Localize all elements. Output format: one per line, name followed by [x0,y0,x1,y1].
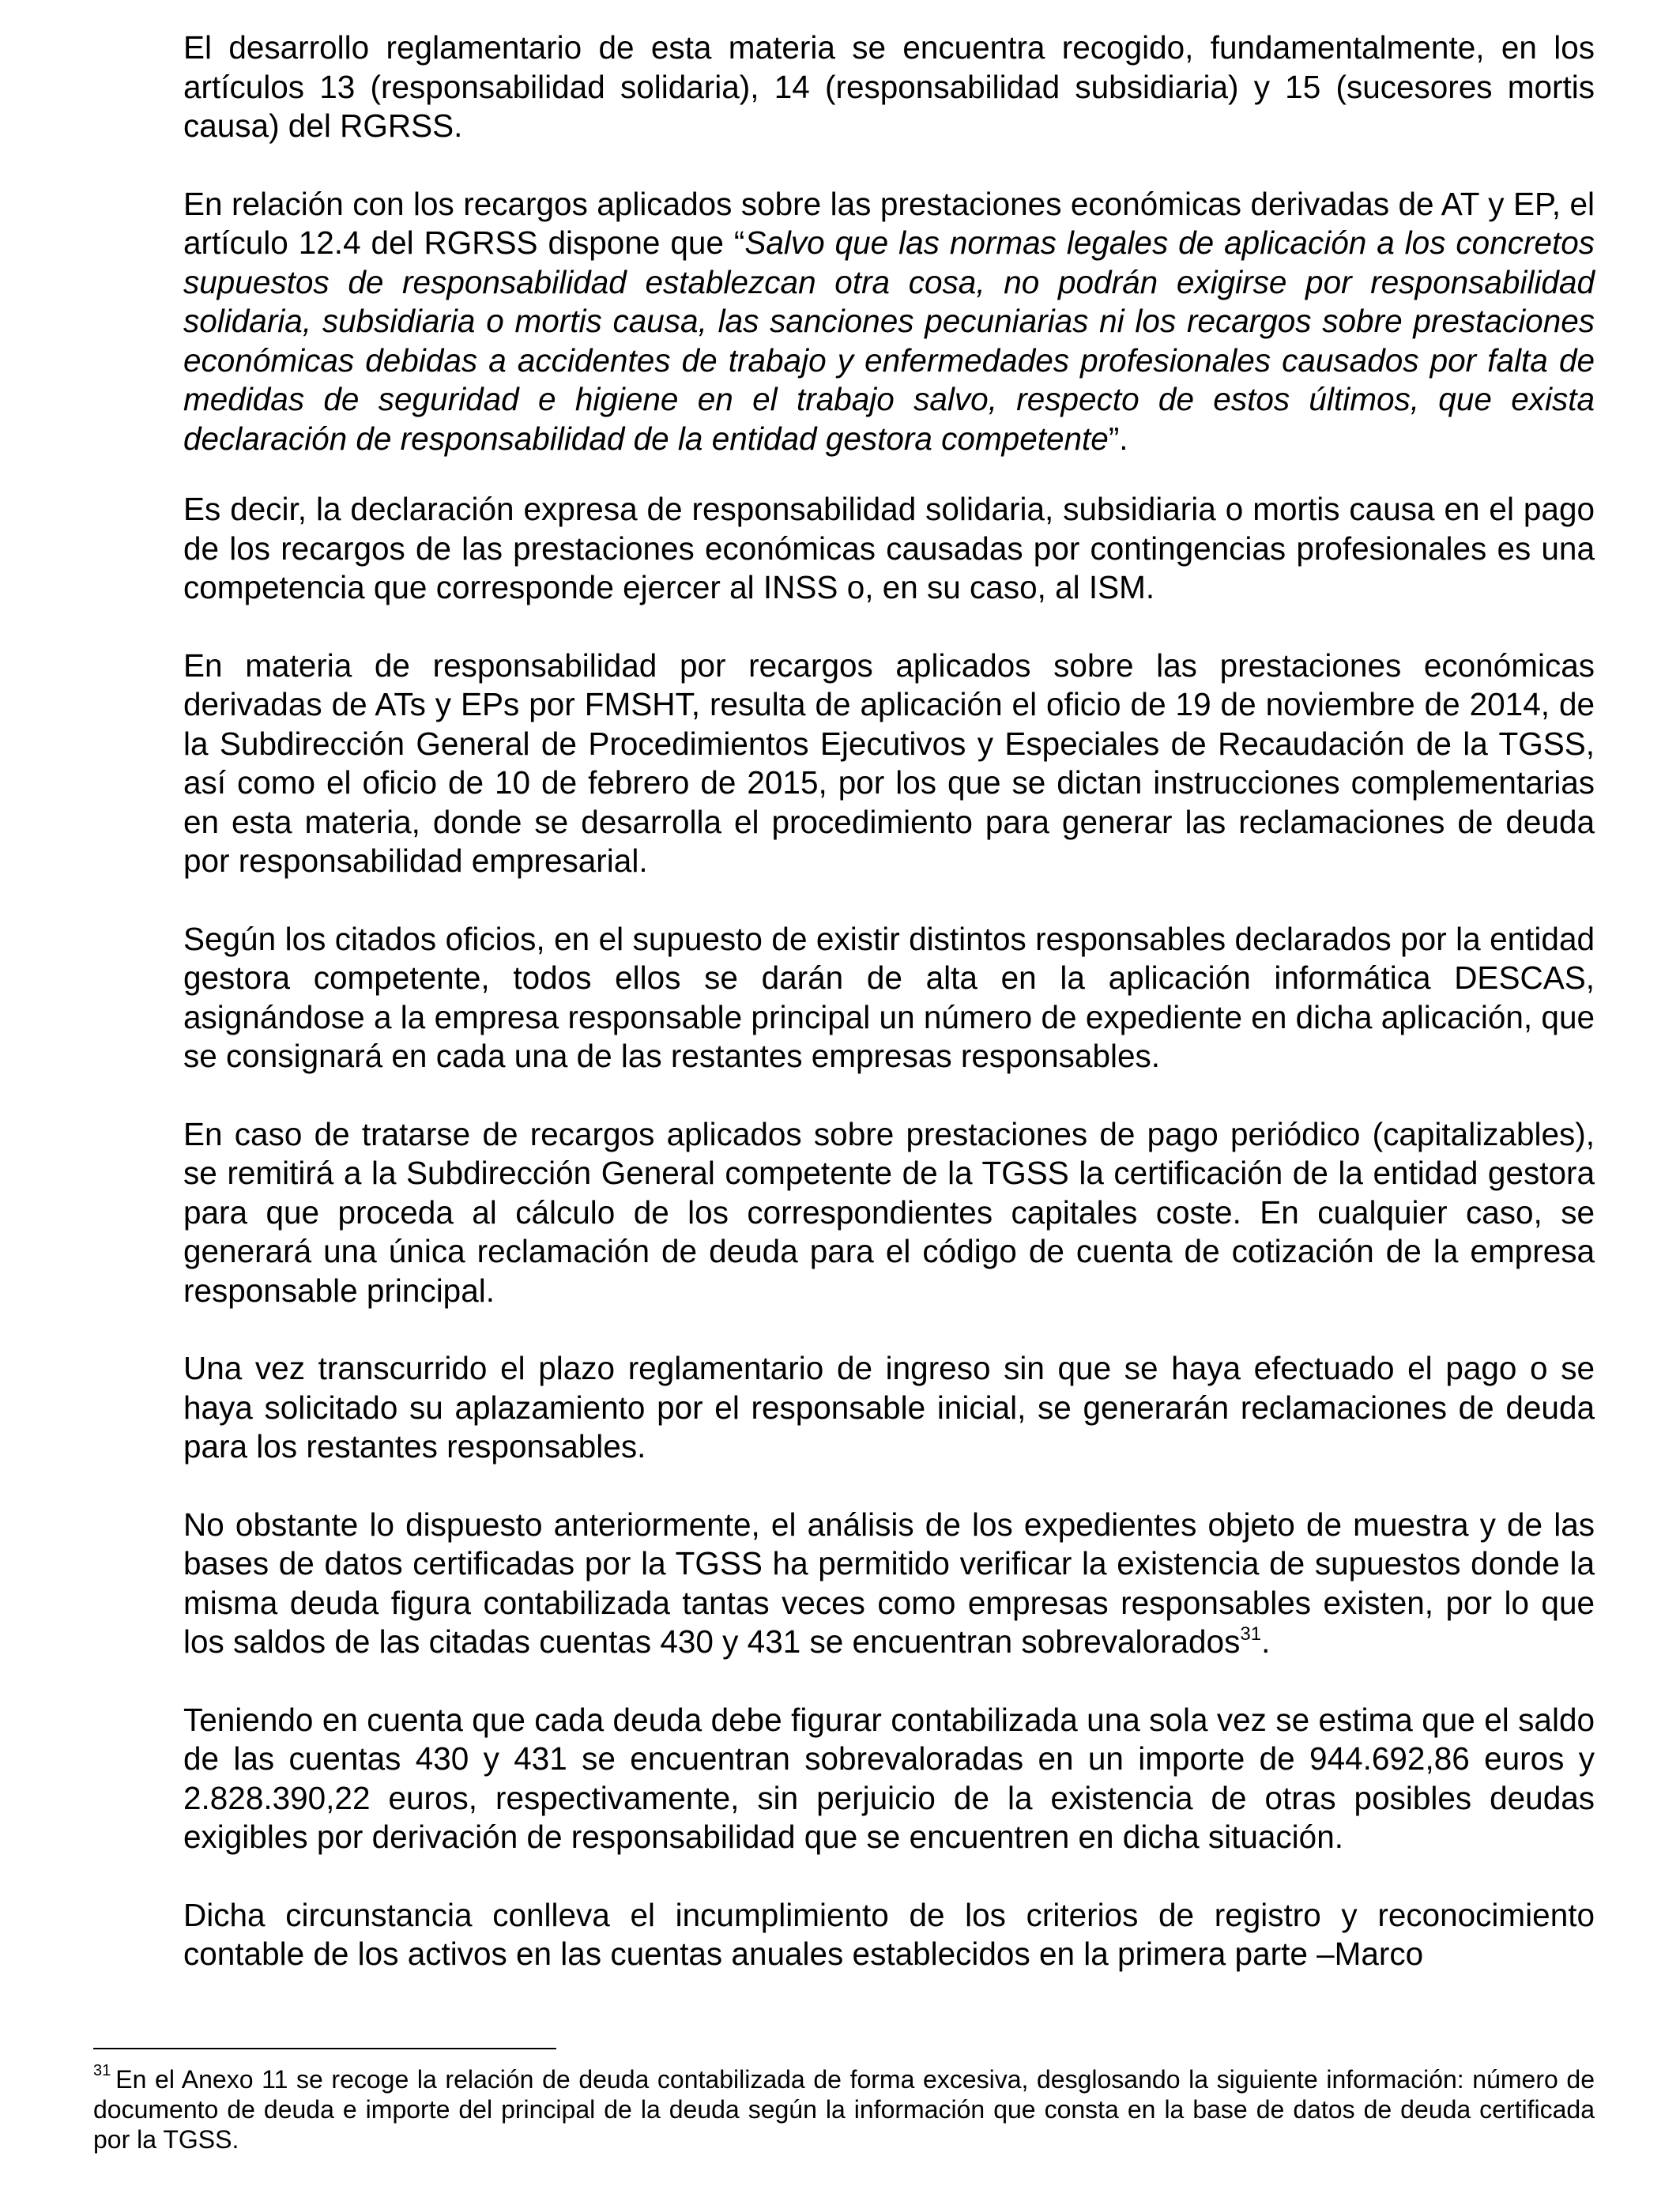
paragraph-7: Una vez transcurrido el plazo reglamentario de ingreso sin que se haya efectuado el pago o se haya solicitado su aplazamiento por el responsable inicial, se generarán reclamaciones de deuda para los restantes responsables. [183,1350,1595,1465]
paragraph-8 [183,1506,1595,1662]
legal-quote: Salvo que las normas legales de aplicación a los concretos supuestos de responsabilidad establezcan otra cosa, no podrán exigirse por responsabilidad solidaria, subsidiaria o mortis causa, las sanciones pecuniarias ni los recargos sobre prestaciones económicas debidas a accidentes de trabajo y enfermedades profesionales causados por falta de medidas de seguridad e higiene en el trabajo salvo, respecto de estos últimos, que exista declaración de responsabilidad de la entidad gestora competente [183,224,1595,457]
paragraph-8-text: No obstante lo dispuesto anteriormente, el análisis de los expedientes objeto de muestra y de las bases de datos certificadas por la TGSS ha permitido verificar la existencia de supuestos donde la misma deuda figura contabilizada tantas veces como empresas responsables existen, por lo que los saldos de las citadas cuentas 430 y 431 se encuentran sobrevalorados [183,1506,1595,1660]
paragraph-2-lead: En relación con los recargos aplicados sobre las prestaciones económicas derivadas de AT y EP, el artículo 12.4 del RGRSS dispone que “ [183,185,1595,261]
paragraph-9: Teniendo en cuenta que cada deuda debe figurar contabilizada una sola vez se estima que el saldo de las cuentas 430 y 431 se encuentran sobrevaloradas en un importe de 944.692,86 euros y 2.828.390,22 euros, respectivamente, sin perjuicio de la existencia de otras posibles deudas exigibles por derivación de responsabilidad que se encuentren en dicha situación. [183,1701,1595,1855]
body-text [183,28,1595,1974]
paragraph-2 [183,185,1595,459]
paragraph-6: En caso de tratarse de recargos aplicados sobre prestaciones de pago periódico (capitalizables), se remitirá a la Subdirección General competente de la TGSS la certificación de la entidad gestora para que proceda al cálculo de los correspondientes capitales coste. En cualquier caso, se generará una única reclamación de deuda para el código de cuenta de cotización de la empresa responsable principal. [183,1115,1595,1309]
footnote [93,2064,1595,2154]
paragraph-3: Es decir, la declaración expresa de responsabilidad solidaria, subsidiaria o mortis causa en el pago de los recargos de las prestaciones económicas causadas por contingencias profesionales es una competencia que corresponde ejercer al INSS o, en su caso, al ISM. [183,491,1595,605]
paragraph-10: Dicha circunstancia conlleva el incumplimiento de los criterios de registro y reconocimiento contable de los activos en las cuentas anuales establecidos en la primera parte –Marco [183,1896,1595,1972]
footnote-reference[interactable]: 31 [1240,1623,1262,1645]
paragraph-2-tail: ”. [1108,420,1128,457]
paragraph-1: El desarrollo reglamentario de esta materia se encuentra recogido, fundamentalmente, en los artículos 13 (responsabilidad solidaria), 14 (responsabilidad subsidiaria) y 15 (sucesores mortis causa) del RGRSS. [183,29,1595,144]
paragraph-4: En materia de responsabilidad por recargos aplicados sobre las prestaciones económicas derivadas de ATs y EPs por FMSHT, resulta de aplicación el oficio de 19 de noviembre de 2014, de la Subdirección General de Procedimientos Ejecutivos y Especiales de Recaudación de la TGSS, así como el oficio de 10 de febrero de 2015, por los que se dictan instrucciones complementarias en esta materia, donde se desarrolla el procedimiento para generar las reclamaciones de deuda por responsabilidad empresarial. [183,647,1595,879]
paragraph-5: Según los citados oficios, en el supuesto de existir distintos responsables declarados por la entidad gestora competente, todos ellos se darán de alta en la aplicación informática DESCAS, asignándose a la empresa responsable principal un número de expediente en dicha aplicación, que se consignará en cada una de las restantes empresas responsables. [183,920,1595,1074]
paragraph-8-tail: . [1261,1623,1271,1660]
footnote-number: 31 [93,2062,111,2080]
footnote-text: En el Anexo 11 se recoge la relación de deuda contabilizada de forma excesiva, desglosando la siguiente información: número de documento de deuda e importe del principal de la deuda según la información que consta en la base de datos de deuda certificada por la TGSS. [93,2065,1595,2154]
footnote-divider [93,2048,556,2049]
